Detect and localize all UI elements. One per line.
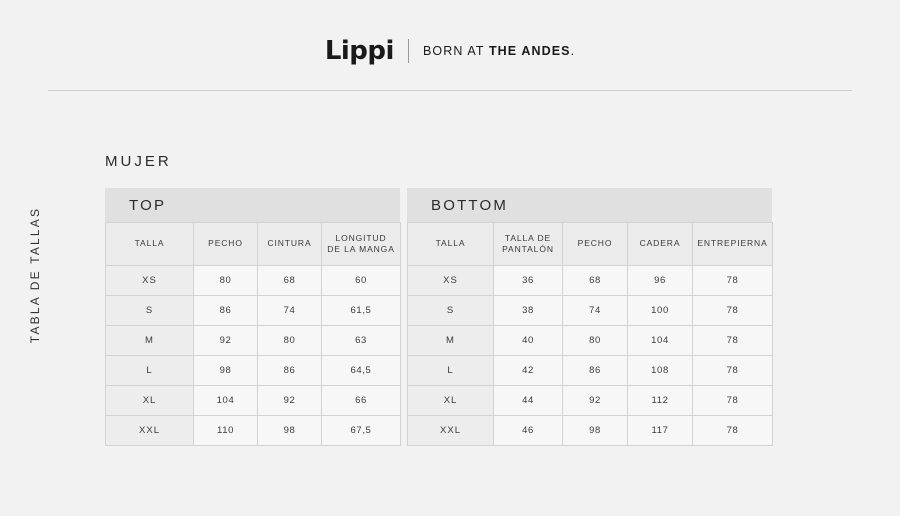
column-header-line1: LONGITUD <box>335 232 387 243</box>
column-header-line1: PECHO <box>208 238 243 249</box>
column-header-line1: TALLA <box>435 238 466 249</box>
vertical-section-label <box>24 175 46 375</box>
cell-value: 78 <box>693 326 773 356</box>
cell-size: M <box>106 326 194 356</box>
cell-value: 98 <box>194 356 258 386</box>
cell-value: 110 <box>194 416 258 446</box>
cell-value: 44 <box>494 386 563 416</box>
cell-value: 46 <box>494 416 563 446</box>
cell-size: XXL <box>106 416 194 446</box>
cell-value: 92 <box>563 386 628 416</box>
cell-value: 67,5 <box>322 416 401 446</box>
cell-value: 104 <box>194 386 258 416</box>
tagline-part-2: . <box>570 44 576 58</box>
cell-value: 96 <box>628 266 693 296</box>
cell-size: S <box>106 296 194 326</box>
table-row <box>408 386 773 416</box>
cell-value: 36 <box>494 266 563 296</box>
cell-value: 66 <box>322 386 401 416</box>
cell-value: 64,5 <box>322 356 401 386</box>
cell-value: 68 <box>563 266 628 296</box>
table-row <box>408 356 773 386</box>
cell-value: 60 <box>322 266 401 296</box>
table-row <box>106 386 401 416</box>
cell-value: 108 <box>628 356 693 386</box>
table-header-row <box>106 223 401 266</box>
cell-size: XS <box>408 266 494 296</box>
table-row <box>408 326 773 356</box>
size-table-bottom-title: BOTTOM <box>431 196 509 214</box>
brand-tagline <box>423 44 575 58</box>
cell-value: 61,5 <box>322 296 401 326</box>
cell-value: 92 <box>258 386 322 416</box>
cell-value: 80 <box>563 326 628 356</box>
cell-size: L <box>106 356 194 386</box>
table-row <box>408 266 773 296</box>
column-header <box>563 223 628 266</box>
cell-value: 86 <box>194 296 258 326</box>
page-header <box>0 0 900 90</box>
cell-size: XL <box>408 386 494 416</box>
column-header <box>408 223 494 266</box>
header-divider-rule <box>48 90 852 91</box>
tagline-part-bold: THE ANDES <box>488 44 571 58</box>
column-header <box>628 223 693 266</box>
column-header <box>194 223 258 266</box>
column-header-line2: PANTALÓN <box>502 244 554 254</box>
cell-size: S <box>408 296 494 326</box>
column-header-line2: DE LA MANGA <box>327 244 395 254</box>
column-header-line1: CADERA <box>639 238 681 249</box>
cell-value: 68 <box>258 266 322 296</box>
cell-value: 78 <box>693 296 773 326</box>
column-header <box>494 223 563 266</box>
table-row <box>106 326 401 356</box>
cell-size: XS <box>106 266 194 296</box>
column-header <box>693 223 773 266</box>
cell-value: 78 <box>693 266 773 296</box>
size-table-top-header <box>105 188 400 222</box>
cell-value: 112 <box>628 386 693 416</box>
column-header-line1: TALLA <box>134 238 165 249</box>
size-table-top-title: TOP <box>129 196 167 214</box>
table-header-row <box>408 223 773 266</box>
cell-value: 42 <box>494 356 563 386</box>
table-row <box>408 296 773 326</box>
cell-value: 78 <box>693 386 773 416</box>
cell-value: 100 <box>628 296 693 326</box>
column-header-line1: CINTURA <box>267 238 312 249</box>
column-header <box>258 223 322 266</box>
cell-value: 86 <box>563 356 628 386</box>
cell-value: 92 <box>194 326 258 356</box>
size-table-bottom <box>407 188 772 446</box>
table-row <box>106 356 401 386</box>
cell-value: 98 <box>258 416 322 446</box>
table-row <box>106 416 401 446</box>
cell-value: 98 <box>563 416 628 446</box>
cell-value: 86 <box>258 356 322 386</box>
cell-value: 78 <box>693 416 773 446</box>
cell-value: 74 <box>563 296 628 326</box>
cell-value: 80 <box>194 266 258 296</box>
cell-value: 74 <box>258 296 322 326</box>
column-header <box>322 223 401 266</box>
table-row <box>408 416 773 446</box>
vertical-section-label-text: TABLA DE TALLAS <box>28 206 43 344</box>
column-header-line1: TALLA DE <box>504 232 552 243</box>
table-row <box>106 266 401 296</box>
cell-value: 63 <box>322 326 401 356</box>
brand-divider <box>408 39 409 63</box>
tagline-part-1: BORN AT <box>422 44 489 58</box>
cell-value: 78 <box>693 356 773 386</box>
column-header-line1: PECHO <box>577 238 613 249</box>
cell-size: XL <box>106 386 194 416</box>
column-header-line1: ENTREPIERNA <box>697 238 768 249</box>
page-title: MUJER <box>105 153 172 170</box>
cell-value: 117 <box>628 416 693 446</box>
size-table-top-grid <box>105 222 401 446</box>
lippi-logo: Lippi <box>324 36 394 66</box>
cell-size: M <box>408 326 494 356</box>
cell-size: XXL <box>408 416 494 446</box>
cell-value: 38 <box>494 296 563 326</box>
size-table-bottom-header <box>407 188 772 222</box>
brand-lockup <box>0 38 900 64</box>
size-table-top <box>105 188 400 446</box>
cell-value: 40 <box>494 326 563 356</box>
cell-size: L <box>408 356 494 386</box>
cell-value: 80 <box>258 326 322 356</box>
column-header <box>106 223 194 266</box>
size-table-bottom-grid <box>407 222 773 446</box>
cell-value: 104 <box>628 326 693 356</box>
table-row <box>106 296 401 326</box>
